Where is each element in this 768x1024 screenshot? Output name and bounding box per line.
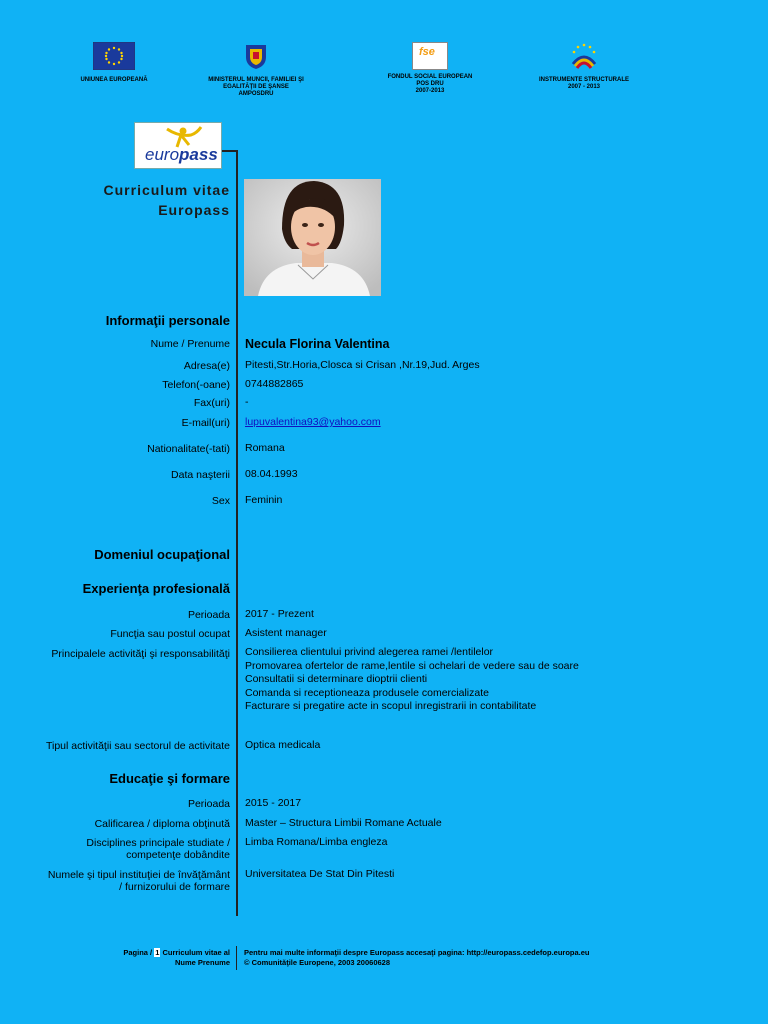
footer-divider: [236, 946, 237, 970]
institution-value: Universitatea De Stat Din Pitesti: [245, 868, 395, 880]
europass-text-pass: pass: [179, 145, 218, 164]
activity-item: Promovarea ofertelor de rame,lentile si ochelari de vedere sau de soare: [245, 659, 579, 672]
footer-page-label: Pagina /: [123, 948, 155, 957]
name-label: Nume / Prenume: [150, 338, 230, 350]
personal-info-heading: Informaţii personale: [105, 313, 230, 328]
ministry-logo-block: [200, 42, 312, 98]
sector-value: Optica medicala: [245, 739, 321, 751]
qualification-label: Calificarea / diploma obţinută: [94, 818, 230, 830]
email-link[interactable]: lupuvalentina93@yahoo.com: [245, 416, 381, 428]
occupation-heading: Domeniul ocupaţional: [94, 547, 230, 562]
europass-logo: [134, 122, 222, 169]
fse-label-2: POS DRU: [416, 81, 444, 87]
fse-logo-icon: fse: [412, 42, 448, 70]
eu-logo-block: [62, 42, 166, 84]
disciplines-label-line2: competenţe dobândite: [126, 849, 230, 861]
footer-name-label: Nume Prenume: [174, 958, 230, 967]
address-value: Pitesti,Str.Horia,Closca si Crisan ,Nr.19,Jud. Arges: [245, 359, 480, 371]
phone-value: 0744882865: [245, 378, 304, 390]
nationality-value: Romana: [245, 442, 285, 454]
education-heading: Educaţie şi formare: [109, 771, 230, 786]
activities-label: Principalele activităţi şi responsabilităţi: [51, 648, 230, 660]
cv-title-line2: Europass: [158, 202, 230, 218]
eu-label: UNIUNEA EUROPEANĂ: [80, 77, 148, 83]
sex-label: Sex: [211, 495, 230, 507]
activity-item: Consultatii si determinare dioptrii clienti: [245, 673, 428, 685]
function-value: Asistent manager: [245, 627, 327, 639]
activity-item: Comanda si receptioneaza produsele comercializate: [245, 686, 489, 699]
eu-flag-icon: [93, 42, 135, 70]
structural-instruments-icon: [569, 42, 599, 70]
vertical-divider: [236, 150, 238, 916]
structural-instruments-label-1: INSTRUMENTE STRUCTURALE: [539, 77, 629, 83]
fse-label-3: 2007-2013: [415, 88, 445, 94]
qualification-value: Master – Structura Limbii Romane Actuale: [245, 817, 442, 829]
education-period-label: Perioada: [187, 798, 230, 810]
fse-logo-block: [374, 42, 486, 95]
activity-item: Facturare si pregatire acte in scopul inregistrarii in contabilitate: [245, 700, 537, 712]
footer-cv-label: Curriculum vitae al: [160, 948, 230, 957]
footer-page-number: 1: [155, 948, 160, 957]
function-label: Funcţia sau postul ocupat: [110, 628, 230, 640]
institution-label-line2: / furnizorului de formare: [119, 881, 230, 893]
ministry-label-1: MINISTERUL MUNCII, FAMILIEI ŞI: [208, 77, 304, 83]
ministry-label-3: AMPOSDRU: [238, 91, 274, 97]
disciplines-value: Limba Romana/Limba engleza: [245, 836, 388, 848]
birthdate-value: 08.04.1993: [245, 468, 298, 480]
email-label: E-mail(uri): [181, 417, 230, 429]
disciplines-label-line1: Disciplines principale studiate /: [86, 837, 230, 849]
footer-copyright: © Comunităţile Europene, 2003 20060628: [244, 958, 391, 967]
sector-label: Tipul activităţii sau sectorul de activitate: [45, 740, 230, 752]
address-label: Adresa(e): [183, 360, 230, 372]
phone-label: Telefon(-oane): [162, 379, 230, 391]
fse-label-1: FONDUL SOCIAL EUROPEAN: [387, 74, 473, 80]
sex-value: Feminin: [245, 494, 283, 506]
experience-period-value: 2017 - Prezent: [245, 608, 314, 620]
structural-instruments-logo-block: [524, 42, 644, 91]
activity-item: Consilierea clientului privind alegerea ramei /lentilelor: [245, 646, 494, 658]
fax-label: Fax(uri): [193, 397, 230, 409]
education-period-value: 2015 - 2017: [245, 797, 302, 809]
footer-right: [244, 948, 590, 968]
disciplines-label: [86, 837, 230, 861]
nationality-label: Nationalitate(-tati): [147, 443, 230, 455]
footer-left: [123, 948, 230, 968]
name-value: Necula Florina Valentina: [245, 337, 390, 351]
footer-info-text: Pentru mai multe informaţii despre Europass accesaţi pagina: http://europass.cedefop.europa.eu: [244, 948, 590, 957]
birthdate-label: Data naşterii: [171, 469, 230, 481]
romania-coat-of-arms-icon: [244, 42, 268, 70]
institution-label: [48, 869, 230, 893]
profile-photo: [244, 179, 381, 296]
structural-instruments-label-2: 2007 - 2013: [567, 84, 601, 90]
activities-list: [245, 646, 579, 714]
europass-text-euro: euro: [145, 145, 180, 164]
experience-heading: Experienţa profesională: [82, 581, 230, 596]
profile-photo-image: [244, 179, 381, 296]
cv-title-line1: Curriculum vitae: [103, 182, 230, 198]
experience-period-label: Perioada: [187, 609, 230, 621]
institution-label-line1: Numele şi tipul instituţiei de învăţământ: [47, 869, 230, 881]
ministry-label-2: EGALITĂŢII DE ŞANSE: [223, 84, 289, 90]
fax-value: -: [245, 396, 249, 408]
